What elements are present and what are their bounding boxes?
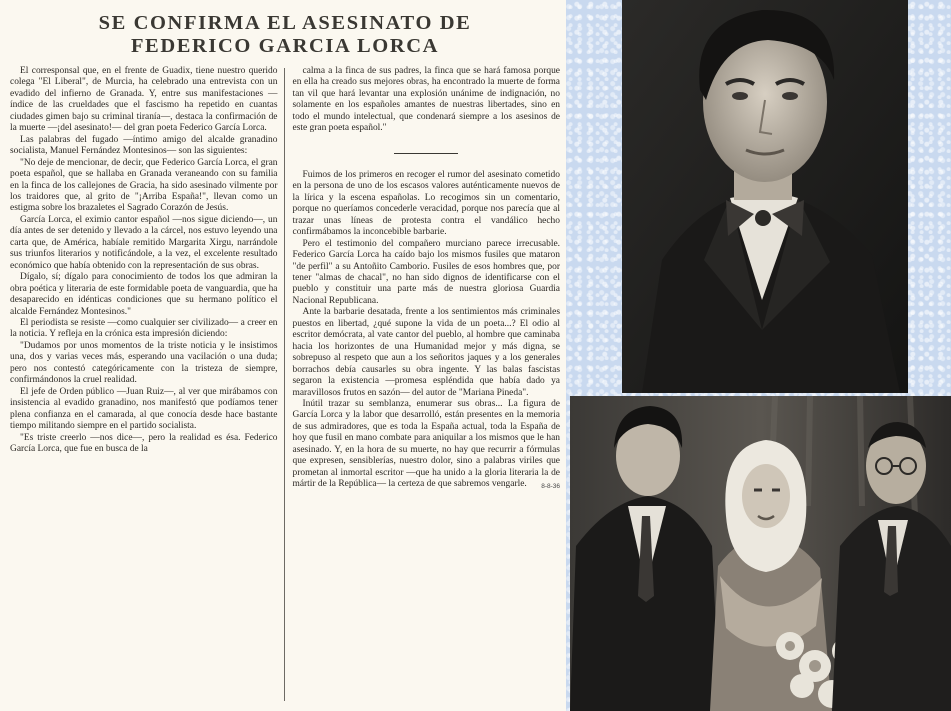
headline <box>10 12 560 58</box>
paragraph: Ante la barbarie desatada, frente a los sentimientos más criminales puestos en libertad, ¿qué supone la vida de un poeta...? El odio al escritor demócrata, al vate cantor del pueblo, al hombre que caminaba hacia los horizontes de una Humanidad mejor y más digna, se sobrepuso al respeto que aun a los señoritos jaques y a los generales borrachos debía causarles su obra ingente. Y las balas fascistas segaron la existencia —promesa espléndida que había dado ya maravillosos frutos en sazón— del autor de "Mariana Pineda". <box>292 307 560 398</box>
paragraph: "Es triste creerlo —nos dice—, pero la realidad es ésa. Federico García Lorca, que fue en busca de la <box>10 432 278 454</box>
paragraph: Dígalo, sí; dígalo para conocimiento de todos los que admiran la obra poética y literaria de este formidable poeta de vanguardia, que ha desaparecido en idénticas condiciones que su hermano político el alcalde Fernández Montesinos." <box>10 272 278 317</box>
group-photo-icon <box>570 396 951 711</box>
paragraph: "Dudamos por unos momentos de la triste noticia y le insistimos una, dos y varias veces más, esperando una vacilación o una duda; pero nos contestó categóricamente con la tristeza de siempre, confirmándonos la cruel realidad. <box>10 340 278 386</box>
paragraph: Inútil trazar su semblanza, enumerar sus obras... La figura de García Lorca y la labor que desarrolló, están presentes en la memoria de sus admiradores, que es toda la España actual, toda la España de hoy que fusil en mano combate para aniquilar a los mismos que le han asesinado. Y, en la hora de su muerte, no hay que recurrir a fórmulas que expresen, sensiblerías, nuestro dolor, sino a palabras viriles que prometan al inmortal escritor —que ha unido a la gloria literaria la de mártir de la República— la certeza de que sabremos vengarle. 8-8-36 <box>293 399 561 491</box>
paragraph: García Lorca, el eximio cantor español —nos sigue diciendo—, un día antes de ser detenido y llevado a la cárcel, nos estuvo leyendo una carta que, de América, habíale remitido Margarita Xirgu, narrándole sus triunfos literarios y notificándole, a la vez, el excelente resultado económico que había obtenido con la representación de sus obras. <box>10 214 278 271</box>
section-rule <box>394 153 458 154</box>
paragraph: Pero el testimonio del compañero murciano parece irrecusable. Federico García Lorca ha caído bajo los mismos fusiles que mataron "de perfil" a su Antoñito Camborio. Fusiles de esos hombres que, por tener "almas de chacal", no han sido dignos de identificarse con el pueblo y constituir una parte más de nuestra gloriosa Guardia Nacional Republicana. <box>292 238 560 306</box>
headline-line-2: FEDERICO GARCIA LORCA <box>130 35 440 57</box>
paragraph: Las palabras del fugado —íntimo amigo del alcalde granadino socialista, Manuel Fernández Montesinos— son las siguientes: <box>10 134 278 157</box>
group-photo <box>570 396 951 711</box>
headline-line-1: SE CONFIRMA EL ASESINATO DE <box>98 12 472 34</box>
article-body <box>10 66 560 707</box>
paragraph: El jefe de Orden público —Juan Ruiz—, al ver que mirábamos con insistencia al evadido granadino, nos manifestó que podíamos tener plena confianza en el camarada, al que conocía desde hace bastante tiempo militando siempre en el partido socialista. <box>10 386 278 432</box>
portrait-photo <box>622 0 908 393</box>
article-date: 8-8-36 <box>541 483 560 491</box>
paragraph: calma a la finca de sus padres, la finca que se hará famosa porque en ella ha creado sus mejores obras, ha encontrado la muerte de forma tan vil que hará levantar una explosión unánime de indignación, no solamente en los españoles amantes de nuestras libertades, sino en todo el mundo intelectual, que condenará siempre a los asesinos de este gran poeta español." <box>292 66 560 134</box>
paragraph: El corresponsal que, en el frente de Guadix, tiene nuestro querido colega "El Liberal", de Murcia, ha celebrado una entrevista con un evadido del infierno de Granada. Y, entre sus manifestaciones —índice de las crueldades que el fascismo ha repetido en cuantas ciudades gimen bajo su criminal tiranía—, destaca la confirmación de la muerte —¡del asesinato!— del gran poeta Federico García Lorca. <box>10 66 278 134</box>
paragraph: Fuimos de los primeros en recoger el rumor del asesinato cometido en la persona de uno de los escasos valores auténticamente nuevos de la lírica y la escena españolas. Lo recogimos sin un comentario, porque no queríamos concederle veracidad, porque nos parecía que al trazar unas líneas de protesta contra el vandálico hecho confirmábamos la inconcebible barbarie. <box>292 169 560 238</box>
portrait-photo-icon <box>622 0 908 393</box>
paragraph: El periodista se resiste —como cualquier ser civilizado— a creer en la noticia. Y refleja en la crónica esta impresión diciendo: <box>10 317 278 340</box>
article-column-left <box>10 66 284 707</box>
article-column-right <box>285 66 561 707</box>
paragraph: "No deje de mencionar, de decir, que Federico García Lorca, el gran poeta español, que se hallaba en Granada veraneando con su familia en la finca de los callejones de Gracia, ha sido asesinado vilmente por los traidores que, al grito de "¡Arriba España!", llevan como un estigma sobre los brazaletes el Sagrado Corazón de Jesús. <box>10 157 278 214</box>
